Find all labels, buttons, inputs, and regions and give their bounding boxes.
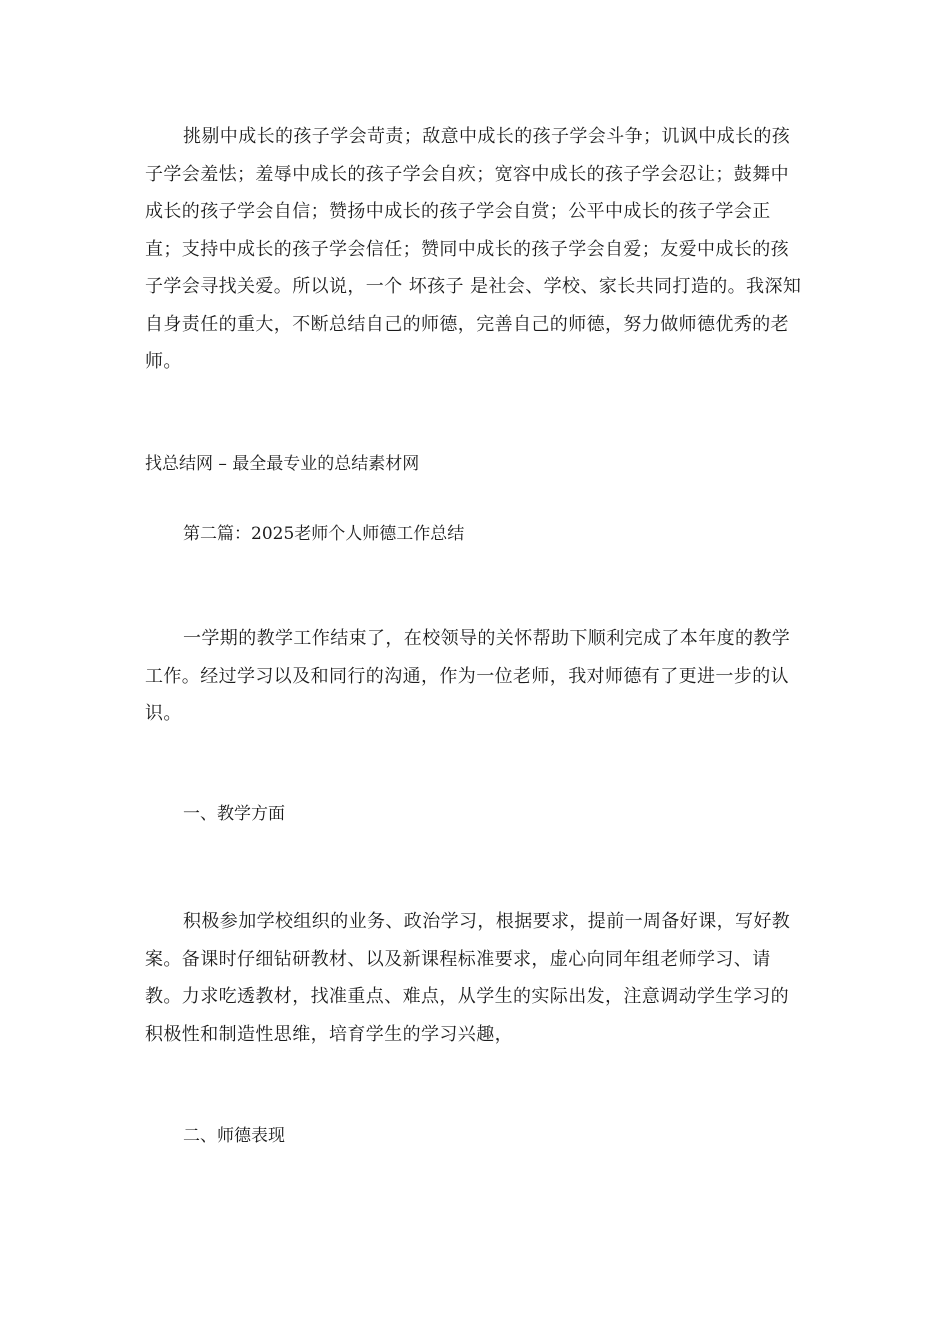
chapter-title: 第二篇：2025老师个人师德工作总结 [183, 524, 465, 544]
site-line: 找总结网 – 最全最专业的总结素材网 [145, 454, 420, 474]
paragraph-semester-summary [145, 620, 805, 733]
paragraph-teaching [145, 903, 805, 1053]
paragraph-text: 一学期的教学工作结束了，在校领导的关怀帮助下顺利完成了本年度的教学工作。经过学习以及和同行的沟通，作为一位老师，我对师德有了更进一步的认识。 [145, 628, 791, 724]
section-heading-ethics: 二、师德表现 [183, 1126, 285, 1146]
section-heading-teaching: 一、教学方面 [183, 804, 285, 824]
paragraph-text: 积极参加学校组织的业务、政治学习，根据要求，提前一周备好课，写好教案。备课时仔细钻研教材、以及新课程标准要求，虚心向同年组老师学习、请教。力求吃透教材，找准重点、难点，从学生的实际出发，注意调动学生学习的积极性和制造性思维，培育学生的学习兴趣， [145, 911, 791, 1045]
paragraph-text: 挑剔中成长的孩子学会苛责；敌意中成长的孩子学会斗争；讥讽中成长的孩子学会羞怯；羞辱中成长的孩子学会自疚；宽容中成长的孩子学会忍让；鼓舞中成长的孩子学会自信；赞扬中成长的孩子学会自赏；公平中成长的孩子学会正直；支持中成长的孩子学会信任；赞同中成长的孩子学会自爱；友爱中成长的孩子学会寻找关爱。所以说，一个 坏孩子 是社会、学校、家长共同打造的。我深知自身责任的重大，不断总结自己的师德，完善自己的师德，努力做师德优秀的老师。 [145, 126, 802, 372]
paragraph-children-growth [145, 118, 805, 381]
